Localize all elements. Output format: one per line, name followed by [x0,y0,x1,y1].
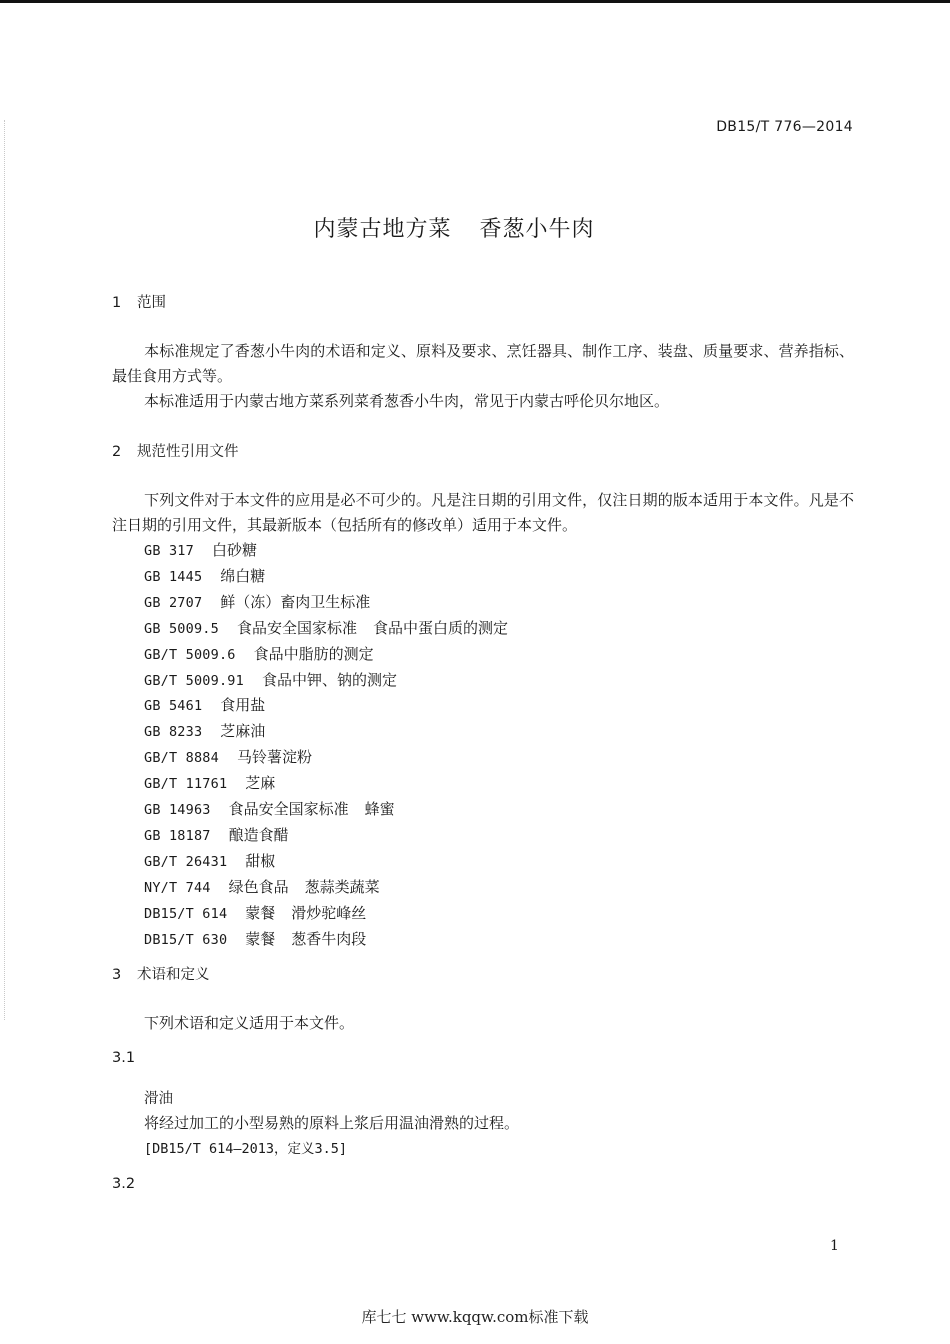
section-3-intro [112,1011,854,1036]
reference-item [144,564,508,590]
reference-title: 绵白糖 [220,566,266,585]
reference-item [144,927,508,953]
reference-subtitle: 蜂蜜 [364,800,395,819]
section-number: 3 [112,967,122,983]
reference-subtitle: 食品中蛋白质的测定 [372,618,508,637]
reference-item [144,797,508,823]
source-citation: [DB15/T 614—2013，定义3.5] [144,1141,348,1157]
reference-title: 食用盐 [220,696,266,715]
reference-subtitle: 滑炒驼峰丝 [291,903,367,922]
section-2-heading [112,440,239,461]
reference-title: 食品安全国家标准 [236,618,357,637]
reference-title: 甜椒 [245,851,276,870]
reference-code: GB/T 26431 [144,853,228,870]
reference-item [144,590,508,616]
reference-code: GB 5009.5 [144,620,219,637]
term-3-1-name: 滑油 [144,1091,173,1107]
reference-code: GB 18187 [144,827,211,844]
top-border-rule [0,0,950,3]
reference-subtitle: 葱蒜类蔬菜 [304,877,380,896]
footer-watermark: 库七七 www.kqqw.com标准下载 [361,1308,589,1326]
reference-code: GB/T 8884 [144,750,219,767]
reference-code: GB 2707 [144,594,203,611]
section-3-heading [112,963,210,984]
reference-code: GB/T 11761 [144,776,228,793]
reference-item [144,901,508,927]
reference-code: GB 1445 [144,568,203,585]
reference-title: 芝麻 [245,774,276,793]
reference-code: DB15/T 614 [144,905,228,922]
paragraph-text: 下列术语和定义适用于本文件。 [144,1014,355,1032]
reference-title: 食品中脂肪的测定 [253,644,374,663]
section-number: 2 [112,444,122,460]
paragraph-text: 下列文件对于本文件的应用是必不可少的。凡是注日期的引用文件，仅注日期的版本适用于本文件。凡是不注日期的引用文件，其最新版本（包括所有的修改单）适用于本文件。 [112,491,854,534]
reference-title: 白砂糖 [211,541,257,559]
reference-item [144,771,508,797]
reference-title: 芝麻油 [220,722,266,741]
reference-item [144,668,508,694]
section-2-intro [112,488,854,538]
page-number: 1 [830,1238,839,1254]
reference-item [144,719,508,745]
reference-code: GB/T 5009.6 [144,646,236,663]
reference-code: GB/T 5009.91 [144,672,244,689]
reference-item [144,823,508,849]
reference-title: 马铃薯淀粉 [236,748,312,767]
reference-item [144,849,508,875]
section-title: 术语和定义 [137,967,210,983]
binding-margin-marks [4,120,7,1020]
section-title: 规范性引用文件 [137,444,239,460]
standard-code: DB15/T 776—2014 [716,119,853,135]
reference-title: 鲜（冻）畜肉卫生标准 [220,592,371,611]
term-3-1-source [144,1137,347,1157]
paragraph-text: 本标准适用于内蒙古地方菜系列菜肴葱香小牛肉，常见于内蒙古呼伦贝尔地区。 [144,392,670,410]
title-part-1: 内蒙古地方菜 [313,217,452,242]
reference-code: GB 317 [144,543,194,559]
reference-code: NY/T 744 [144,879,211,896]
section-title: 范围 [137,295,166,311]
reference-code: GB 5461 [144,698,203,715]
reference-item [144,616,508,642]
term-3-2-number: 3.2 [112,1176,136,1192]
section-1-paragraph-2 [112,389,854,414]
reference-title: 食品中钾、钠的测定 [261,670,397,689]
reference-code: DB15/T 630 [144,931,228,948]
section-1-paragraph-1 [112,339,854,389]
reference-item [144,745,508,771]
reference-title: 酿造食醋 [228,825,289,844]
reference-item [144,642,508,668]
section-number: 1 [112,295,122,311]
reference-item [144,538,508,564]
term-3-1-definition: 将经过加工的小型易熟的原料上浆后用温油滑熟的过程。 [144,1114,520,1132]
reference-code: GB 14963 [144,802,211,819]
reference-item [144,875,508,901]
reference-title: 绿色食品 [228,877,289,896]
reference-code: GB 8233 [144,724,203,741]
reference-title: 蒙餐 [245,929,276,948]
paragraph-text: 本标准规定了香葱小牛肉的术语和定义、原料及要求、烹饪器具、制作工序、装盘、质量要求、营养指标、最佳食用方式等。 [112,342,854,385]
term-3-1-number: 3.1 [112,1050,136,1066]
section-1-heading [112,291,166,312]
normative-reference-list [144,538,508,953]
document-title [0,212,908,243]
reference-title: 蒙餐 [245,903,276,922]
title-part-2: 香葱小牛肉 [479,217,595,242]
reference-title: 食品安全国家标准 [228,800,349,819]
reference-subtitle: 葱香牛肉段 [291,929,367,948]
reference-item [144,693,508,719]
